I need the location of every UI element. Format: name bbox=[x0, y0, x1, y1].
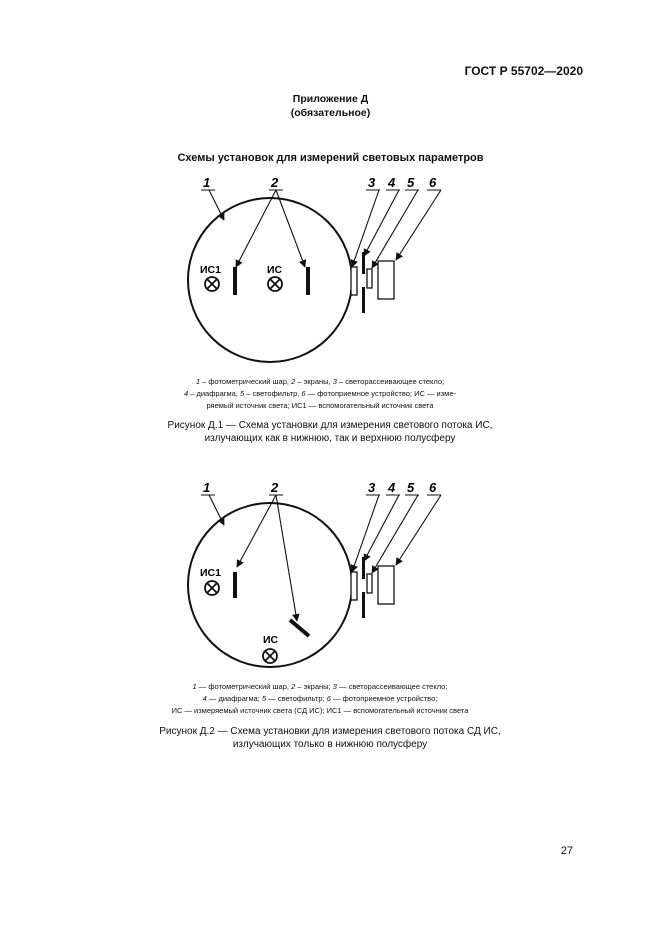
screen-left bbox=[233, 267, 237, 295]
figure-2-diagram bbox=[0, 475, 661, 680]
diffusing-glass bbox=[351, 572, 357, 600]
label-number-2: 2 bbox=[271, 480, 279, 495]
source-lamp-icon bbox=[263, 649, 277, 663]
page-number: 27 bbox=[560, 845, 573, 857]
caption-line: Рисунок Д.1 — Схема установки для измерения светового потока ИС, bbox=[167, 420, 493, 431]
figure-1-caption bbox=[110, 419, 550, 445]
aux-source-label: ИС1 bbox=[200, 567, 221, 579]
diffusing-glass bbox=[351, 267, 357, 295]
label-number-6: 6 bbox=[429, 480, 437, 495]
diaphragm-bottom bbox=[362, 287, 365, 313]
appendix-status: (обязательное) bbox=[290, 107, 371, 119]
diaphragm-top bbox=[362, 252, 365, 274]
screen-left bbox=[233, 572, 237, 598]
caption-line: Рисунок Д.2 — Схема установки для измерения светового потока СД ИС, bbox=[159, 726, 501, 737]
aux-source-lamp-icon bbox=[205, 581, 219, 595]
diaphragm-top bbox=[362, 557, 365, 579]
caption-line: излучающих как в нижнюю, так и верхнюю полусферу bbox=[204, 433, 456, 444]
legend-line: 1 – фотометрический шар, 2 – экраны, 3 – светорассеивающее стекло; bbox=[195, 377, 445, 386]
label-number-5: 5 bbox=[407, 175, 415, 190]
photoreceiver bbox=[378, 261, 394, 299]
legend-line: ряемый источник света; ИС1 — вспомогательный источник света bbox=[206, 401, 434, 410]
light-filter bbox=[367, 574, 372, 593]
appendix-heading bbox=[0, 92, 661, 120]
legend-line: 1 — фотометрический шар, 2 – экраны; 3 — светорассеивающее стекло; bbox=[192, 682, 448, 691]
figure-1-diagram bbox=[0, 170, 661, 375]
diaphragm-bottom bbox=[362, 592, 365, 618]
light-filter bbox=[367, 269, 372, 288]
screen-tilted bbox=[290, 620, 309, 636]
figure-1-legend bbox=[110, 376, 530, 412]
screen-right bbox=[306, 267, 310, 295]
appendix-title: Приложение Д bbox=[292, 93, 369, 105]
label-number-3: 3 bbox=[368, 480, 376, 495]
legend-line: 4 – диафрагма, 5 – светофильтр, 6 — фотоприемное устройство; ИС — изме- bbox=[183, 389, 457, 398]
label-number-5: 5 bbox=[407, 480, 415, 495]
source-lamp-icon bbox=[268, 277, 282, 291]
source-label: ИС bbox=[263, 634, 279, 646]
caption-line: излучающих только в нижнюю полусферу bbox=[232, 739, 428, 750]
label-number-4: 4 bbox=[388, 480, 396, 495]
label-number-2: 2 bbox=[271, 175, 279, 190]
section-title: Схемы установок для измерений световых параметров bbox=[177, 152, 484, 164]
label-number-4: 4 bbox=[388, 175, 396, 190]
legend-line: ИС — измеряемый источник света (СД ИС); ИС1 — вспомогательный источник света bbox=[171, 706, 469, 715]
source-label: ИС bbox=[267, 264, 283, 276]
figure-2-caption bbox=[110, 725, 550, 751]
aux-source-label: ИС1 bbox=[200, 264, 221, 276]
legend-line: 4 — диафрагма; 5 — светофильтр; 6 — фотоприемное устройство; bbox=[202, 694, 438, 703]
photoreceiver bbox=[378, 566, 394, 604]
label-number-3: 3 bbox=[368, 175, 376, 190]
label-number-6: 6 bbox=[429, 175, 437, 190]
aux-source-lamp-icon bbox=[205, 277, 219, 291]
label-number-1: 1 bbox=[203, 480, 211, 495]
label-number-1: 1 bbox=[203, 175, 211, 190]
document-code: ГОСТ Р 55702—2020 bbox=[464, 64, 583, 78]
figure-2-legend bbox=[110, 681, 530, 717]
